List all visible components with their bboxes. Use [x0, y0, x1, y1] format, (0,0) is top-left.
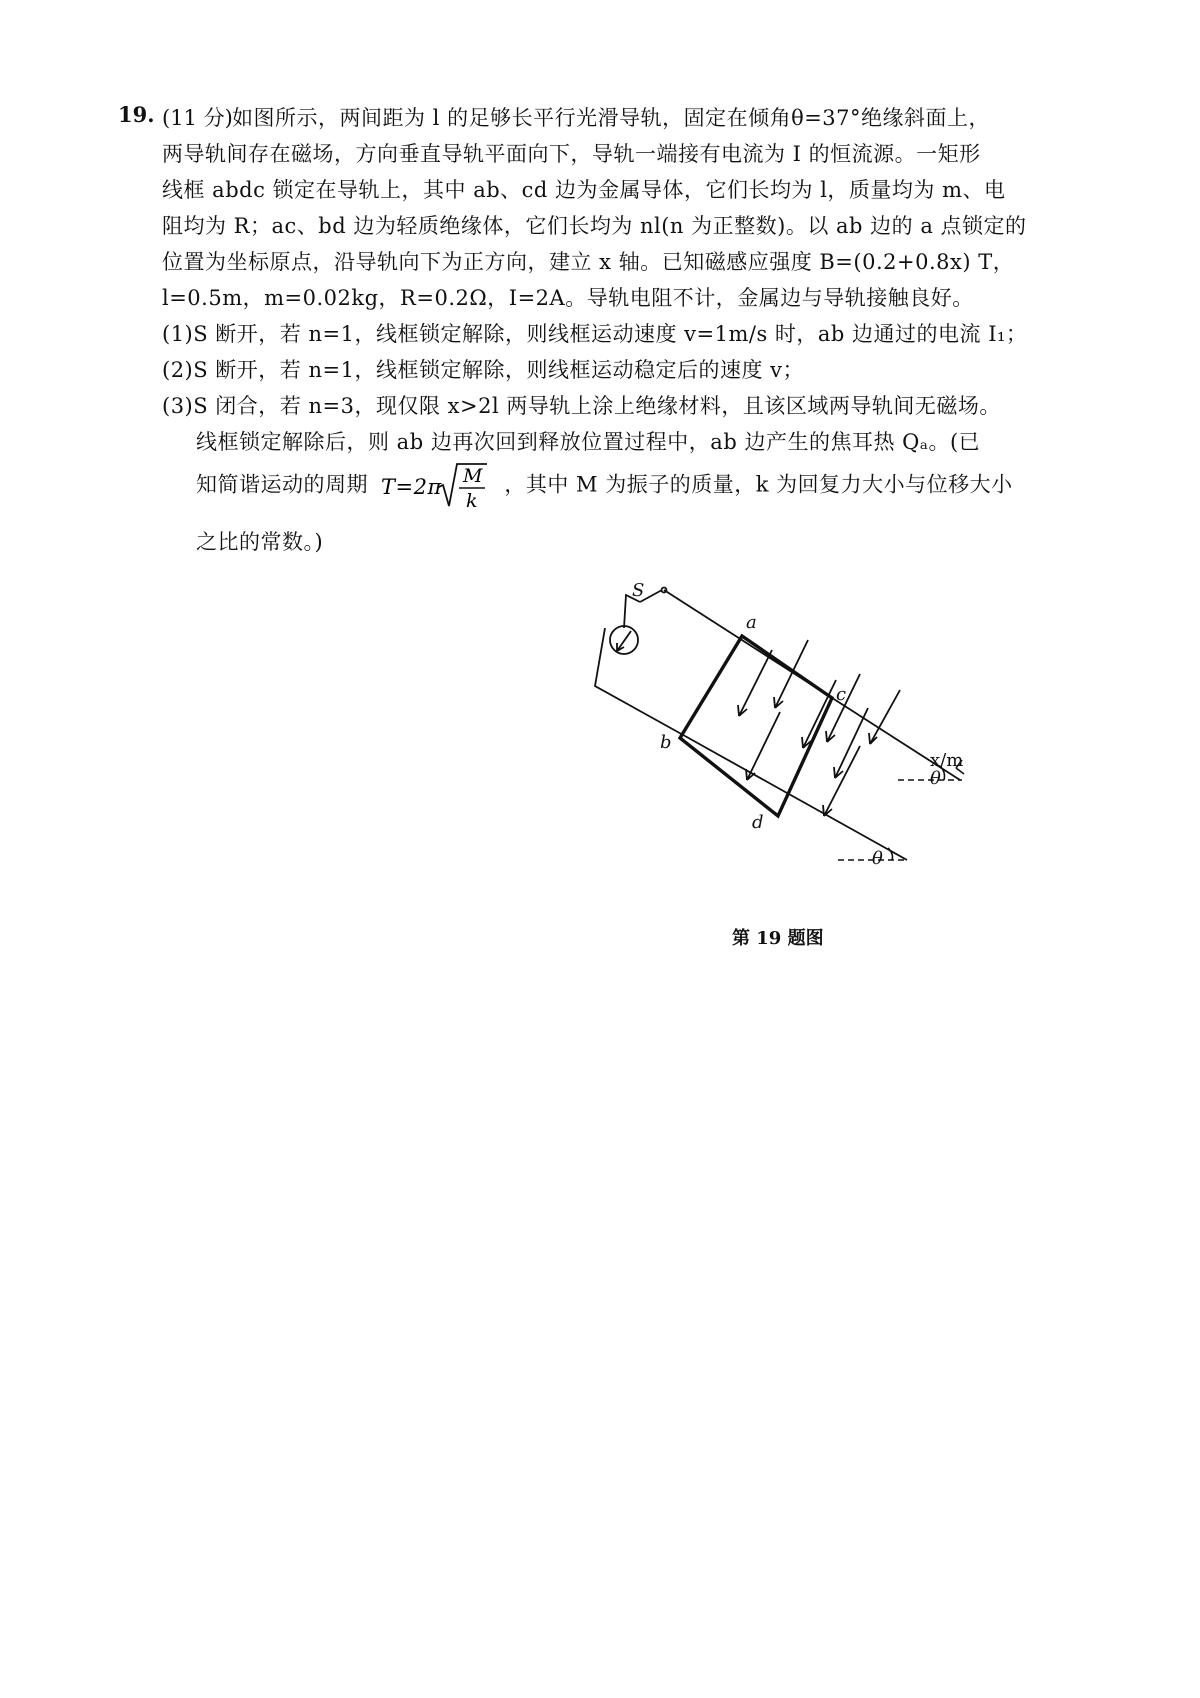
- label-S: S: [632, 580, 645, 601]
- part-3-line-3-prefix: 知简谐运动的周期: [196, 472, 368, 497]
- label-c: c: [836, 684, 847, 705]
- part-3-line-3-suffix: ，其中 M 为振子的质量，k 为回复力大小与位移大小: [504, 472, 1013, 497]
- problem-figure: [590, 560, 990, 920]
- formula-lhs: T=2π: [381, 475, 442, 499]
- coil-frame: [680, 636, 832, 816]
- question-line-2: 两导轨间存在磁场，方向垂直导轨平面向下，导轨一端接有电流为 I 的恒流源。一矩形: [162, 142, 981, 166]
- label-x-axis: x/m: [930, 750, 964, 771]
- question-score: (11 分): [162, 106, 233, 130]
- part-3-line-2: 线框锁定解除后，则 ab 边再次回到释放位置过程中，ab 边产生的焦耳热 Qₐ。(已: [196, 430, 981, 454]
- label-theta-2: θ: [872, 848, 883, 869]
- label-b: b: [660, 732, 672, 753]
- question-number: 19.: [118, 102, 155, 127]
- field-arrow: [774, 640, 808, 708]
- formula-denominator: k: [466, 490, 479, 512]
- field-arrow: [869, 690, 900, 744]
- source-wiring: [595, 628, 685, 736]
- question-line-1: 如图所示，两间距为 l 的足够长平行光滑导轨，固定在倾角θ=37°绝缘斜面上，: [232, 106, 991, 130]
- label-d: d: [752, 812, 764, 833]
- part-3: (3)S 闭合，若 n=3，现仅限 x>2l 两导轨上涂上绝缘材料，且该区域两导轨间无磁场。: [162, 394, 1001, 418]
- lower-rail: [685, 736, 907, 860]
- field-arrow: [746, 712, 780, 780]
- label-theta-1: θ: [930, 768, 941, 789]
- field-arrow: [823, 746, 860, 816]
- field-arrow: [738, 650, 772, 716]
- figure-caption: 第 19 题图: [732, 928, 824, 949]
- question-line-3: 线框 abdc 锁定在导轨上，其中 ab、cd 边为金属导体，它们长均为 l，质量均为 m、电: [162, 178, 1006, 202]
- question-line-4: 阻均为 R；ac、bd 边为轻质绝缘体，它们长均为 nl(n 为正整数)。以 ab 边的 a 点锁定的: [162, 214, 1027, 238]
- question-line-6: l=0.5m，m=0.02kg，R=0.2Ω，I=2A。导轨电阻不计，金属边与导轨接触良好。: [162, 286, 974, 310]
- angle-arc: [888, 848, 893, 860]
- formula-numerator: M: [463, 465, 484, 487]
- part-3-line-4: 之比的常数。): [196, 530, 324, 554]
- period-formula: [381, 458, 491, 514]
- part-3-line-3: [196, 458, 1013, 514]
- label-a: a: [746, 612, 757, 633]
- part-1: (1)S 断开，若 n=1，线框锁定解除，则线框运动速度 v=1m/s 时，ab 边通过的电流 I₁；: [162, 322, 1028, 346]
- part-2: (2)S 断开，若 n=1，线框锁定解除，则线框运动稳定后的速度 v；: [162, 358, 805, 382]
- question-line-5: 位置为坐标原点，沿导轨向下为正方向，建立 x 轴。已知磁感应强度 B=(0.2+0.8x) T，: [162, 250, 1015, 274]
